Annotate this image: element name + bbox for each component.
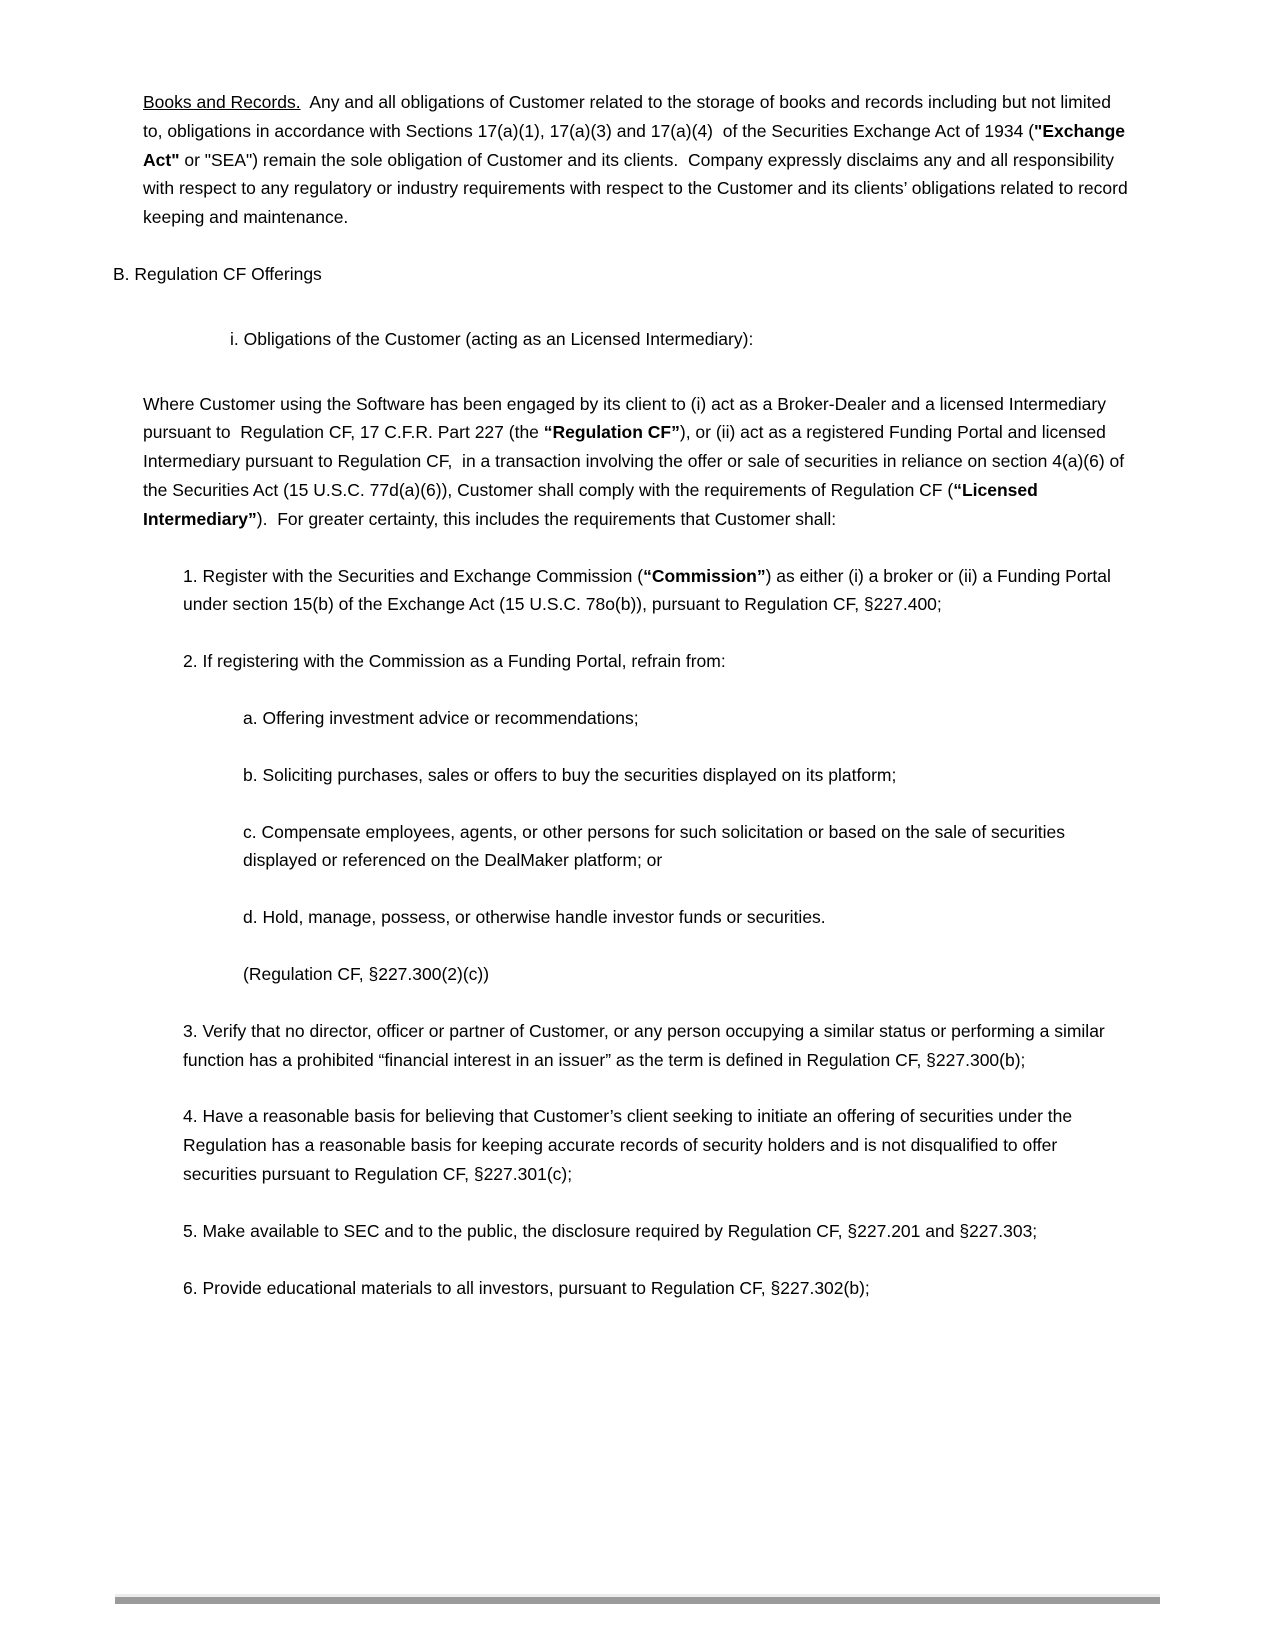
text-run: ) as either (i) a broker or (ii) a Funding Portal under section 15(b) of the Exchange Act (15 U.S.C. 78o(b)), pursuant to Regulation CF, §227.400; bbox=[183, 565, 1116, 615]
list-item-3-verify bbox=[183, 1017, 1135, 1075]
text-run: Any and all obligations of Customer related to the storage of books and records including but not limited to, obligations in accordance with Sections 17(a)(1), 17(a)(3) and 17(a)(4) of the Securities Exchange Act of 1934 ( bbox=[143, 92, 1116, 141]
list-item-c-compensate bbox=[243, 818, 1135, 876]
list-item-4-reasonable-basis bbox=[183, 1102, 1135, 1188]
list-item-6-educational-materials bbox=[183, 1274, 1135, 1303]
list-item-d-hold bbox=[243, 903, 1135, 932]
text-run: 4. Have a reasonable basis for believing that Customer’s client seeking to initiate an offering of securities under the Regulation has a reasonable basis for keeping accurate records of security holders and is not disqualified to offer securities pursuant to Regulation CF, §227.301(c); bbox=[183, 1106, 1077, 1184]
text-run: a. Offering investment advice or recommendations; bbox=[243, 707, 639, 728]
list-item-b-soliciting bbox=[243, 761, 1135, 790]
text-run: d. Hold, manage, possess, or otherwise handle investor funds or securities. bbox=[243, 907, 826, 928]
text-run: ). For greater certainty, this includes the requirements that Customer shall: bbox=[256, 508, 837, 529]
list-item-2-if-registering bbox=[183, 647, 1135, 676]
text-run: “Commission” bbox=[643, 565, 766, 586]
text-run: "Exchange Act" bbox=[143, 120, 1130, 170]
text-run: “Licensed Intermediary” bbox=[143, 479, 1043, 529]
text-run: 5. Make available to SEC and to the public, the disclosure required by Regulation CF, §227.201 and §227.303; bbox=[183, 1220, 1038, 1241]
list-item-1-register bbox=[183, 562, 1135, 620]
text-run: c. Compensate employees, agents, or other persons for such solicitation or based on the sale of securities displayed or referenced on the DealMaker platform; or bbox=[243, 821, 1070, 871]
list-item-5-make-available bbox=[183, 1217, 1135, 1246]
footer-divider-bar bbox=[115, 1597, 1160, 1604]
text-run: B. Regulation CF Offerings bbox=[113, 263, 322, 284]
text-run: Where Customer using the Software has been engaged by its client to (i) act as a Broker-Dealer and a licensed Intermediary pursuant to Regulation CF, 17 C.F.R. Part 227 (the bbox=[143, 393, 1111, 443]
text-run: b. Soliciting purchases, sales or offers to buy the securities displayed on its platform; bbox=[243, 764, 897, 785]
heading-regulation-cf-offerings bbox=[113, 260, 1135, 289]
paragraph-books-and-records bbox=[143, 88, 1135, 232]
text-run: (Regulation CF, §227.300(2)(c)) bbox=[243, 963, 490, 984]
paragraph-where-customer bbox=[143, 390, 1135, 534]
list-item-a-offering bbox=[243, 704, 1135, 733]
text-run: ), or (ii) act as a registered Funding Portal and licensed Intermediary pursuant to Regulation CF, in a transaction involving the offer or sale of securities in reliance on section 4(a)(6) of the Securities Act (15 U.S.C. 77d(a)(6)), Customer shall comply with the requirements of Regulation CF ( bbox=[143, 422, 1130, 500]
subheading-obligations-of-customer bbox=[230, 325, 1135, 354]
text-run: 1. Register with the Securities and Exchange Commission ( bbox=[183, 565, 644, 586]
text-run: Books and Records. bbox=[143, 92, 301, 112]
text-run: or "SEA") remain the sole obligation of Customer and its clients. Company expressly disclaims any and all responsibility with respect to any regulatory or industry requirements with respect to the Customer and its clients’ obligations related to record keeping and maintenance. bbox=[143, 149, 1133, 228]
text-run: 2. If registering with the Commission as a Funding Portal, refrain from: bbox=[183, 651, 726, 672]
note-regulation-cf-citation bbox=[243, 960, 1135, 989]
text-run: 6. Provide educational materials to all investors, pursuant to Regulation CF, §227.302(b); bbox=[183, 1277, 870, 1298]
text-run: 3. Verify that no director, officer or partner of Customer, or any person occupying a similar status or performing a similar function has a prohibited “financial interest in an issuer” as the term is defined in Regulation CF, §227.300(b); bbox=[183, 1020, 1110, 1070]
text-run: “Regulation CF” bbox=[543, 422, 680, 443]
text-run: i. Obligations of the Customer (acting as an Licensed Intermediary): bbox=[230, 328, 754, 349]
